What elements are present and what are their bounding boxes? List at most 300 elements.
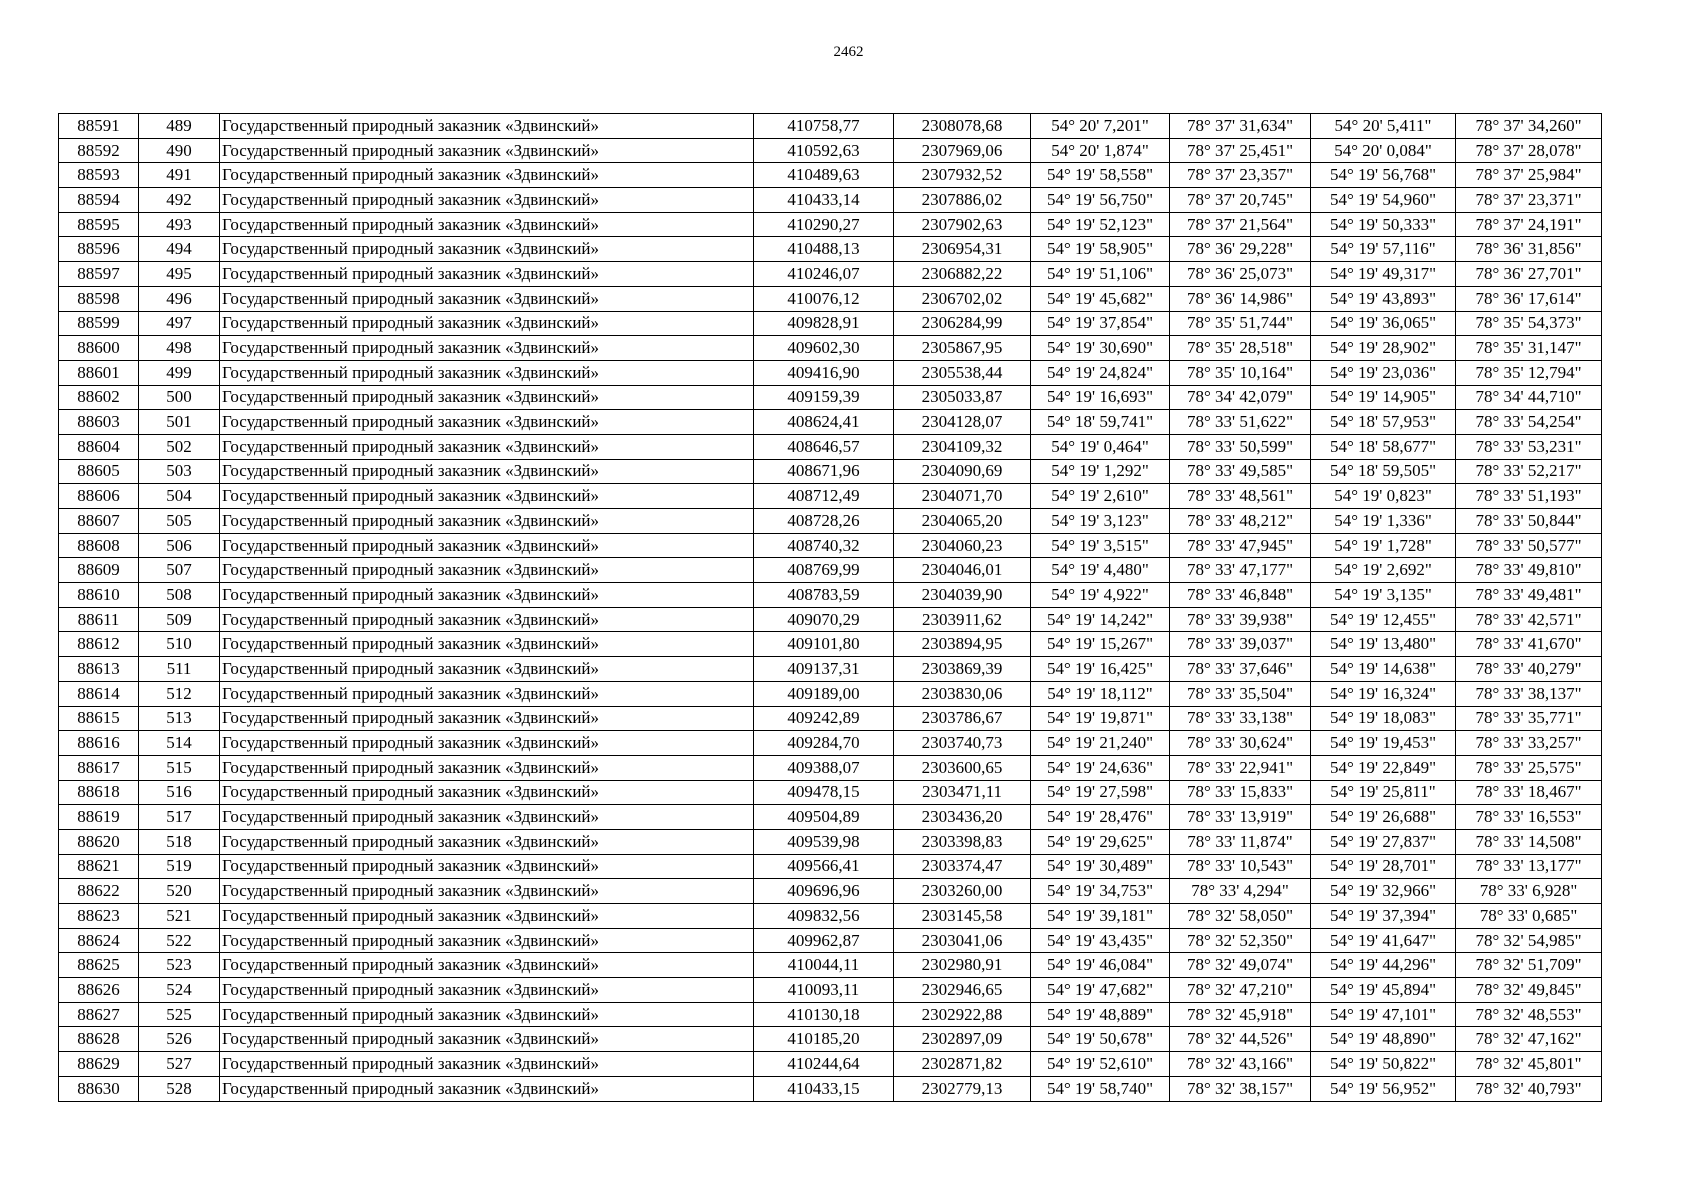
latitude-1-cell: 54° 19' 28,476" <box>1031 805 1170 830</box>
longitude-2-cell: 78° 32' 47,162" <box>1456 1027 1602 1052</box>
table-row <box>59 607 1602 632</box>
x-coordinate-cell: 409832,56 <box>754 904 894 929</box>
latitude-2-cell: 54° 19' 43,893" <box>1311 286 1456 311</box>
longitude-1-cell: 78° 32' 47,210" <box>1170 978 1311 1003</box>
record-number-cell: 88614 <box>59 681 139 706</box>
latitude-1-cell: 54° 19' 58,558" <box>1031 163 1170 188</box>
record-number-cell: 88601 <box>59 360 139 385</box>
x-coordinate-cell: 409242,89 <box>754 706 894 731</box>
point-number-cell: 492 <box>139 188 220 213</box>
record-number-cell: 88628 <box>59 1027 139 1052</box>
x-coordinate-cell: 408712,49 <box>754 484 894 509</box>
record-number-cell: 88625 <box>59 953 139 978</box>
y-coordinate-cell: 2307932,52 <box>894 163 1031 188</box>
latitude-1-cell: 54° 19' 58,740" <box>1031 1076 1170 1101</box>
latitude-2-cell: 54° 19' 19,453" <box>1311 731 1456 756</box>
point-number-cell: 510 <box>139 632 220 657</box>
latitude-1-cell: 54° 19' 50,678" <box>1031 1027 1170 1052</box>
longitude-2-cell: 78° 36' 31,856" <box>1456 237 1602 262</box>
latitude-1-cell: 54° 19' 2,610" <box>1031 484 1170 509</box>
longitude-2-cell: 78° 37' 28,078" <box>1456 138 1602 163</box>
x-coordinate-cell: 408646,57 <box>754 434 894 459</box>
longitude-2-cell: 78° 36' 27,701" <box>1456 262 1602 287</box>
longitude-2-cell: 78° 35' 31,147" <box>1456 336 1602 361</box>
y-coordinate-cell: 2303911,62 <box>894 607 1031 632</box>
y-coordinate-cell: 2303471,11 <box>894 780 1031 805</box>
point-number-cell: 516 <box>139 780 220 805</box>
x-coordinate-cell: 409159,39 <box>754 385 894 410</box>
longitude-1-cell: 78° 36' 14,986" <box>1170 286 1311 311</box>
point-number-cell: 525 <box>139 1002 220 1027</box>
x-coordinate-cell: 410433,14 <box>754 188 894 213</box>
longitude-2-cell: 78° 33' 51,193" <box>1456 484 1602 509</box>
y-coordinate-cell: 2304060,23 <box>894 533 1031 558</box>
object-name-cell: Государственный природный заказник «Здвинский» <box>220 262 754 287</box>
coordinates-table <box>58 113 1602 1102</box>
longitude-2-cell: 78° 33' 50,844" <box>1456 509 1602 534</box>
y-coordinate-cell: 2302779,13 <box>894 1076 1031 1101</box>
y-coordinate-cell: 2307902,63 <box>894 212 1031 237</box>
object-name-cell: Государственный природный заказник «Здвинский» <box>220 311 754 336</box>
latitude-1-cell: 54° 19' 51,106" <box>1031 262 1170 287</box>
latitude-2-cell: 54° 19' 45,894" <box>1311 978 1456 1003</box>
table-row <box>59 1027 1602 1052</box>
longitude-1-cell: 78° 36' 25,073" <box>1170 262 1311 287</box>
x-coordinate-cell: 409101,80 <box>754 632 894 657</box>
latitude-2-cell: 54° 19' 25,811" <box>1311 780 1456 805</box>
table-row <box>59 632 1602 657</box>
table-row <box>59 188 1602 213</box>
latitude-2-cell: 54° 19' 0,823" <box>1311 484 1456 509</box>
longitude-2-cell: 78° 33' 33,257" <box>1456 731 1602 756</box>
latitude-2-cell: 54° 19' 56,768" <box>1311 163 1456 188</box>
table-row <box>59 1052 1602 1077</box>
latitude-1-cell: 54° 18' 59,741" <box>1031 410 1170 435</box>
object-name-cell: Государственный природный заказник «Здвинский» <box>220 1027 754 1052</box>
latitude-2-cell: 54° 19' 50,822" <box>1311 1052 1456 1077</box>
latitude-2-cell: 54° 19' 37,394" <box>1311 904 1456 929</box>
longitude-1-cell: 78° 37' 25,451" <box>1170 138 1311 163</box>
point-number-cell: 523 <box>139 953 220 978</box>
latitude-2-cell: 54° 18' 58,677" <box>1311 434 1456 459</box>
latitude-2-cell: 54° 19' 47,101" <box>1311 1002 1456 1027</box>
longitude-1-cell: 78° 33' 4,294" <box>1170 879 1311 904</box>
table-row <box>59 904 1602 929</box>
longitude-2-cell: 78° 33' 49,481" <box>1456 583 1602 608</box>
object-name-cell: Государственный природный заказник «Здвинский» <box>220 509 754 534</box>
longitude-2-cell: 78° 33' 49,810" <box>1456 558 1602 583</box>
table-row <box>59 311 1602 336</box>
record-number-cell: 88624 <box>59 928 139 953</box>
object-name-cell: Государственный природный заказник «Здвинский» <box>220 360 754 385</box>
x-coordinate-cell: 409962,87 <box>754 928 894 953</box>
record-number-cell: 88615 <box>59 706 139 731</box>
latitude-2-cell: 54° 19' 28,701" <box>1311 854 1456 879</box>
object-name-cell: Государственный природный заказник «Здвинский» <box>220 731 754 756</box>
latitude-2-cell: 54° 19' 12,455" <box>1311 607 1456 632</box>
object-name-cell: Государственный природный заказник «Здвинский» <box>220 114 754 139</box>
table-row <box>59 138 1602 163</box>
x-coordinate-cell: 410185,20 <box>754 1027 894 1052</box>
longitude-1-cell: 78° 32' 49,074" <box>1170 953 1311 978</box>
record-number-cell: 88604 <box>59 434 139 459</box>
longitude-2-cell: 78° 33' 35,771" <box>1456 706 1602 731</box>
longitude-1-cell: 78° 33' 15,833" <box>1170 780 1311 805</box>
y-coordinate-cell: 2305867,95 <box>894 336 1031 361</box>
longitude-1-cell: 78° 33' 37,646" <box>1170 657 1311 682</box>
x-coordinate-cell: 409478,15 <box>754 780 894 805</box>
point-number-cell: 528 <box>139 1076 220 1101</box>
latitude-2-cell: 54° 19' 3,135" <box>1311 583 1456 608</box>
y-coordinate-cell: 2305538,44 <box>894 360 1031 385</box>
table-row <box>59 978 1602 1003</box>
table-row <box>59 805 1602 830</box>
longitude-2-cell: 78° 33' 41,670" <box>1456 632 1602 657</box>
y-coordinate-cell: 2303041,06 <box>894 928 1031 953</box>
object-name-cell: Государственный природный заказник «Здвинский» <box>220 484 754 509</box>
latitude-1-cell: 54° 19' 4,922" <box>1031 583 1170 608</box>
longitude-1-cell: 78° 33' 11,874" <box>1170 829 1311 854</box>
latitude-1-cell: 54° 19' 47,682" <box>1031 978 1170 1003</box>
table-row <box>59 583 1602 608</box>
longitude-1-cell: 78° 33' 51,622" <box>1170 410 1311 435</box>
latitude-2-cell: 54° 18' 57,953" <box>1311 410 1456 435</box>
point-number-cell: 499 <box>139 360 220 385</box>
longitude-1-cell: 78° 35' 51,744" <box>1170 311 1311 336</box>
y-coordinate-cell: 2303374,47 <box>894 854 1031 879</box>
longitude-1-cell: 78° 33' 30,624" <box>1170 731 1311 756</box>
longitude-2-cell: 78° 37' 24,191" <box>1456 212 1602 237</box>
latitude-1-cell: 54° 19' 24,824" <box>1031 360 1170 385</box>
table-row <box>59 262 1602 287</box>
point-number-cell: 527 <box>139 1052 220 1077</box>
latitude-2-cell: 54° 19' 54,960" <box>1311 188 1456 213</box>
point-number-cell: 518 <box>139 829 220 854</box>
y-coordinate-cell: 2303436,20 <box>894 805 1031 830</box>
point-number-cell: 508 <box>139 583 220 608</box>
longitude-2-cell: 78° 33' 52,217" <box>1456 459 1602 484</box>
y-coordinate-cell: 2304128,07 <box>894 410 1031 435</box>
latitude-2-cell: 54° 19' 44,296" <box>1311 953 1456 978</box>
object-name-cell: Государственный природный заказник «Здвинский» <box>220 829 754 854</box>
x-coordinate-cell: 409696,96 <box>754 879 894 904</box>
latitude-1-cell: 54° 19' 4,480" <box>1031 558 1170 583</box>
y-coordinate-cell: 2304046,01 <box>894 558 1031 583</box>
latitude-2-cell: 54° 19' 57,116" <box>1311 237 1456 262</box>
latitude-2-cell: 54° 19' 13,480" <box>1311 632 1456 657</box>
latitude-1-cell: 54° 19' 48,889" <box>1031 1002 1170 1027</box>
longitude-2-cell: 78° 35' 12,794" <box>1456 360 1602 385</box>
y-coordinate-cell: 2303786,67 <box>894 706 1031 731</box>
table-row <box>59 706 1602 731</box>
x-coordinate-cell: 409828,91 <box>754 311 894 336</box>
point-number-cell: 493 <box>139 212 220 237</box>
latitude-1-cell: 54° 19' 45,682" <box>1031 286 1170 311</box>
table-row <box>59 854 1602 879</box>
y-coordinate-cell: 2303260,00 <box>894 879 1031 904</box>
point-number-cell: 490 <box>139 138 220 163</box>
point-number-cell: 513 <box>139 706 220 731</box>
object-name-cell: Государственный природный заказник «Здвинский» <box>220 928 754 953</box>
object-name-cell: Государственный природный заказник «Здвинский» <box>220 681 754 706</box>
x-coordinate-cell: 410244,64 <box>754 1052 894 1077</box>
longitude-2-cell: 78° 33' 54,254" <box>1456 410 1602 435</box>
y-coordinate-cell: 2304090,69 <box>894 459 1031 484</box>
record-number-cell: 88610 <box>59 583 139 608</box>
longitude-1-cell: 78° 33' 46,848" <box>1170 583 1311 608</box>
object-name-cell: Государственный природный заказник «Здвинский» <box>220 854 754 879</box>
latitude-1-cell: 54° 19' 24,636" <box>1031 755 1170 780</box>
x-coordinate-cell: 409504,89 <box>754 805 894 830</box>
latitude-1-cell: 54° 19' 27,598" <box>1031 780 1170 805</box>
table-row <box>59 163 1602 188</box>
record-number-cell: 88603 <box>59 410 139 435</box>
longitude-2-cell: 78° 33' 50,577" <box>1456 533 1602 558</box>
x-coordinate-cell: 409388,07 <box>754 755 894 780</box>
longitude-1-cell: 78° 33' 10,543" <box>1170 854 1311 879</box>
latitude-1-cell: 54° 19' 3,123" <box>1031 509 1170 534</box>
object-name-cell: Государственный природный заказник «Здвинский» <box>220 583 754 608</box>
latitude-2-cell: 54° 18' 59,505" <box>1311 459 1456 484</box>
y-coordinate-cell: 2303894,95 <box>894 632 1031 657</box>
object-name-cell: Государственный природный заказник «Здвинский» <box>220 805 754 830</box>
object-name-cell: Государственный природный заказник «Здвинский» <box>220 385 754 410</box>
longitude-1-cell: 78° 37' 31,634" <box>1170 114 1311 139</box>
point-number-cell: 520 <box>139 879 220 904</box>
longitude-1-cell: 78° 32' 44,526" <box>1170 1027 1311 1052</box>
object-name-cell: Государственный природный заказник «Здвинский» <box>220 533 754 558</box>
y-coordinate-cell: 2304071,70 <box>894 484 1031 509</box>
record-number-cell: 88629 <box>59 1052 139 1077</box>
record-number-cell: 88618 <box>59 780 139 805</box>
longitude-2-cell: 78° 37' 23,371" <box>1456 188 1602 213</box>
table-row <box>59 385 1602 410</box>
table-row <box>59 558 1602 583</box>
table-row <box>59 1002 1602 1027</box>
latitude-2-cell: 54° 19' 1,728" <box>1311 533 1456 558</box>
y-coordinate-cell: 2302897,09 <box>894 1027 1031 1052</box>
latitude-2-cell: 54° 19' 36,065" <box>1311 311 1456 336</box>
x-coordinate-cell: 409284,70 <box>754 731 894 756</box>
table-row <box>59 114 1602 139</box>
object-name-cell: Государственный природный заказник «Здвинский» <box>220 1076 754 1101</box>
x-coordinate-cell: 408671,96 <box>754 459 894 484</box>
longitude-2-cell: 78° 32' 49,845" <box>1456 978 1602 1003</box>
point-number-cell: 497 <box>139 311 220 336</box>
x-coordinate-cell: 409566,41 <box>754 854 894 879</box>
table-row <box>59 755 1602 780</box>
y-coordinate-cell: 2307886,02 <box>894 188 1031 213</box>
record-number-cell: 88595 <box>59 212 139 237</box>
record-number-cell: 88605 <box>59 459 139 484</box>
longitude-1-cell: 78° 37' 21,564" <box>1170 212 1311 237</box>
longitude-1-cell: 78° 33' 48,561" <box>1170 484 1311 509</box>
table-body <box>59 114 1602 1102</box>
y-coordinate-cell: 2303398,83 <box>894 829 1031 854</box>
object-name-cell: Государственный природный заказник «Здвинский» <box>220 904 754 929</box>
point-number-cell: 512 <box>139 681 220 706</box>
latitude-2-cell: 54° 19' 1,336" <box>1311 509 1456 534</box>
latitude-2-cell: 54° 19' 26,688" <box>1311 805 1456 830</box>
latitude-1-cell: 54° 19' 30,489" <box>1031 854 1170 879</box>
longitude-2-cell: 78° 33' 25,575" <box>1456 755 1602 780</box>
object-name-cell: Государственный природный заказник «Здвинский» <box>220 780 754 805</box>
record-number-cell: 88620 <box>59 829 139 854</box>
longitude-1-cell: 78° 32' 58,050" <box>1170 904 1311 929</box>
object-name-cell: Государственный природный заказник «Здвинский» <box>220 755 754 780</box>
x-coordinate-cell: 410076,12 <box>754 286 894 311</box>
latitude-2-cell: 54° 20' 0,084" <box>1311 138 1456 163</box>
point-number-cell: 500 <box>139 385 220 410</box>
y-coordinate-cell: 2303740,73 <box>894 731 1031 756</box>
object-name-cell: Государственный природный заказник «Здвинский» <box>220 336 754 361</box>
object-name-cell: Государственный природный заказник «Здвинский» <box>220 978 754 1003</box>
longitude-1-cell: 78° 33' 13,919" <box>1170 805 1311 830</box>
longitude-1-cell: 78° 33' 50,599" <box>1170 434 1311 459</box>
point-number-cell: 489 <box>139 114 220 139</box>
object-name-cell: Государственный природный заказник «Здвинский» <box>220 138 754 163</box>
object-name-cell: Государственный природный заказник «Здвинский» <box>220 286 754 311</box>
longitude-1-cell: 78° 32' 45,918" <box>1170 1002 1311 1027</box>
x-coordinate-cell: 410489,63 <box>754 163 894 188</box>
object-name-cell: Государственный природный заказник «Здвинский» <box>220 434 754 459</box>
latitude-2-cell: 54° 19' 49,317" <box>1311 262 1456 287</box>
table-row <box>59 484 1602 509</box>
latitude-2-cell: 54° 19' 2,692" <box>1311 558 1456 583</box>
x-coordinate-cell: 410044,11 <box>754 953 894 978</box>
record-number-cell: 88621 <box>59 854 139 879</box>
longitude-2-cell: 78° 33' 13,177" <box>1456 854 1602 879</box>
point-number-cell: 502 <box>139 434 220 459</box>
y-coordinate-cell: 2304109,32 <box>894 434 1031 459</box>
longitude-1-cell: 78° 33' 47,945" <box>1170 533 1311 558</box>
y-coordinate-cell: 2302871,82 <box>894 1052 1031 1077</box>
longitude-2-cell: 78° 36' 17,614" <box>1456 286 1602 311</box>
record-number-cell: 88594 <box>59 188 139 213</box>
table-row <box>59 731 1602 756</box>
object-name-cell: Государственный природный заказник «Здвинский» <box>220 953 754 978</box>
latitude-1-cell: 54° 19' 37,854" <box>1031 311 1170 336</box>
longitude-1-cell: 78° 33' 39,938" <box>1170 607 1311 632</box>
longitude-2-cell: 78° 33' 6,928" <box>1456 879 1602 904</box>
latitude-2-cell: 54° 19' 50,333" <box>1311 212 1456 237</box>
longitude-1-cell: 78° 33' 22,941" <box>1170 755 1311 780</box>
point-number-cell: 494 <box>139 237 220 262</box>
x-coordinate-cell: 408624,41 <box>754 410 894 435</box>
x-coordinate-cell: 408769,99 <box>754 558 894 583</box>
latitude-2-cell: 54° 19' 23,036" <box>1311 360 1456 385</box>
point-number-cell: 519 <box>139 854 220 879</box>
x-coordinate-cell: 409416,90 <box>754 360 894 385</box>
longitude-1-cell: 78° 33' 49,585" <box>1170 459 1311 484</box>
longitude-1-cell: 78° 32' 52,350" <box>1170 928 1311 953</box>
latitude-2-cell: 54° 19' 14,638" <box>1311 657 1456 682</box>
table-row <box>59 879 1602 904</box>
latitude-2-cell: 54° 19' 14,905" <box>1311 385 1456 410</box>
object-name-cell: Государственный природный заказник «Здвинский» <box>220 879 754 904</box>
latitude-1-cell: 54° 19' 16,425" <box>1031 657 1170 682</box>
record-number-cell: 88599 <box>59 311 139 336</box>
latitude-1-cell: 54° 19' 30,690" <box>1031 336 1170 361</box>
point-number-cell: 498 <box>139 336 220 361</box>
point-number-cell: 511 <box>139 657 220 682</box>
latitude-1-cell: 54° 19' 39,181" <box>1031 904 1170 929</box>
object-name-cell: Государственный природный заказник «Здвинский» <box>220 212 754 237</box>
longitude-1-cell: 78° 37' 20,745" <box>1170 188 1311 213</box>
longitude-1-cell: 78° 33' 48,212" <box>1170 509 1311 534</box>
page-number: 2462 <box>833 44 864 60</box>
table-row <box>59 410 1602 435</box>
y-coordinate-cell: 2307969,06 <box>894 138 1031 163</box>
latitude-1-cell: 54° 20' 7,201" <box>1031 114 1170 139</box>
y-coordinate-cell: 2302946,65 <box>894 978 1031 1003</box>
record-number-cell: 88622 <box>59 879 139 904</box>
y-coordinate-cell: 2306882,22 <box>894 262 1031 287</box>
object-name-cell: Государственный природный заказник «Здвинский» <box>220 1052 754 1077</box>
latitude-1-cell: 54° 19' 52,610" <box>1031 1052 1170 1077</box>
point-number-cell: 503 <box>139 459 220 484</box>
table-row <box>59 681 1602 706</box>
object-name-cell: Государственный природный заказник «Здвинский» <box>220 410 754 435</box>
longitude-2-cell: 78° 32' 51,709" <box>1456 953 1602 978</box>
latitude-1-cell: 54° 19' 52,123" <box>1031 212 1170 237</box>
object-name-cell: Государственный природный заказник «Здвинский» <box>220 706 754 731</box>
latitude-1-cell: 54° 19' 3,515" <box>1031 533 1170 558</box>
record-number-cell: 88593 <box>59 163 139 188</box>
latitude-2-cell: 54° 19' 32,966" <box>1311 879 1456 904</box>
longitude-1-cell: 78° 34' 42,079" <box>1170 385 1311 410</box>
latitude-1-cell: 54° 19' 0,464" <box>1031 434 1170 459</box>
latitude-2-cell: 54° 19' 22,849" <box>1311 755 1456 780</box>
point-number-cell: 515 <box>139 755 220 780</box>
y-coordinate-cell: 2306702,02 <box>894 286 1031 311</box>
record-number-cell: 88598 <box>59 286 139 311</box>
record-number-cell: 88612 <box>59 632 139 657</box>
longitude-2-cell: 78° 32' 48,553" <box>1456 1002 1602 1027</box>
longitude-1-cell: 78° 37' 23,357" <box>1170 163 1311 188</box>
x-coordinate-cell: 408783,59 <box>754 583 894 608</box>
object-name-cell: Государственный природный заказник «Здвинский» <box>220 607 754 632</box>
y-coordinate-cell: 2308078,68 <box>894 114 1031 139</box>
record-number-cell: 88616 <box>59 731 139 756</box>
latitude-1-cell: 54° 19' 18,112" <box>1031 681 1170 706</box>
latitude-2-cell: 54° 19' 56,952" <box>1311 1076 1456 1101</box>
y-coordinate-cell: 2302980,91 <box>894 953 1031 978</box>
object-name-cell: Государственный природный заказник «Здвинский» <box>220 188 754 213</box>
table-row <box>59 509 1602 534</box>
latitude-1-cell: 54° 19' 16,693" <box>1031 385 1170 410</box>
longitude-2-cell: 78° 33' 16,553" <box>1456 805 1602 830</box>
latitude-1-cell: 54° 19' 43,435" <box>1031 928 1170 953</box>
y-coordinate-cell: 2305033,87 <box>894 385 1031 410</box>
longitude-1-cell: 78° 33' 35,504" <box>1170 681 1311 706</box>
x-coordinate-cell: 410093,11 <box>754 978 894 1003</box>
point-number-cell: 507 <box>139 558 220 583</box>
table-row <box>59 1076 1602 1101</box>
table-row <box>59 459 1602 484</box>
y-coordinate-cell: 2302922,88 <box>894 1002 1031 1027</box>
record-number-cell: 88609 <box>59 558 139 583</box>
y-coordinate-cell: 2306954,31 <box>894 237 1031 262</box>
longitude-2-cell: 78° 33' 42,571" <box>1456 607 1602 632</box>
point-number-cell: 501 <box>139 410 220 435</box>
x-coordinate-cell: 410130,18 <box>754 1002 894 1027</box>
point-number-cell: 505 <box>139 509 220 534</box>
x-coordinate-cell: 410246,07 <box>754 262 894 287</box>
object-name-cell: Государственный природный заказник «Здвинский» <box>220 237 754 262</box>
point-number-cell: 524 <box>139 978 220 1003</box>
latitude-2-cell: 54° 19' 28,902" <box>1311 336 1456 361</box>
